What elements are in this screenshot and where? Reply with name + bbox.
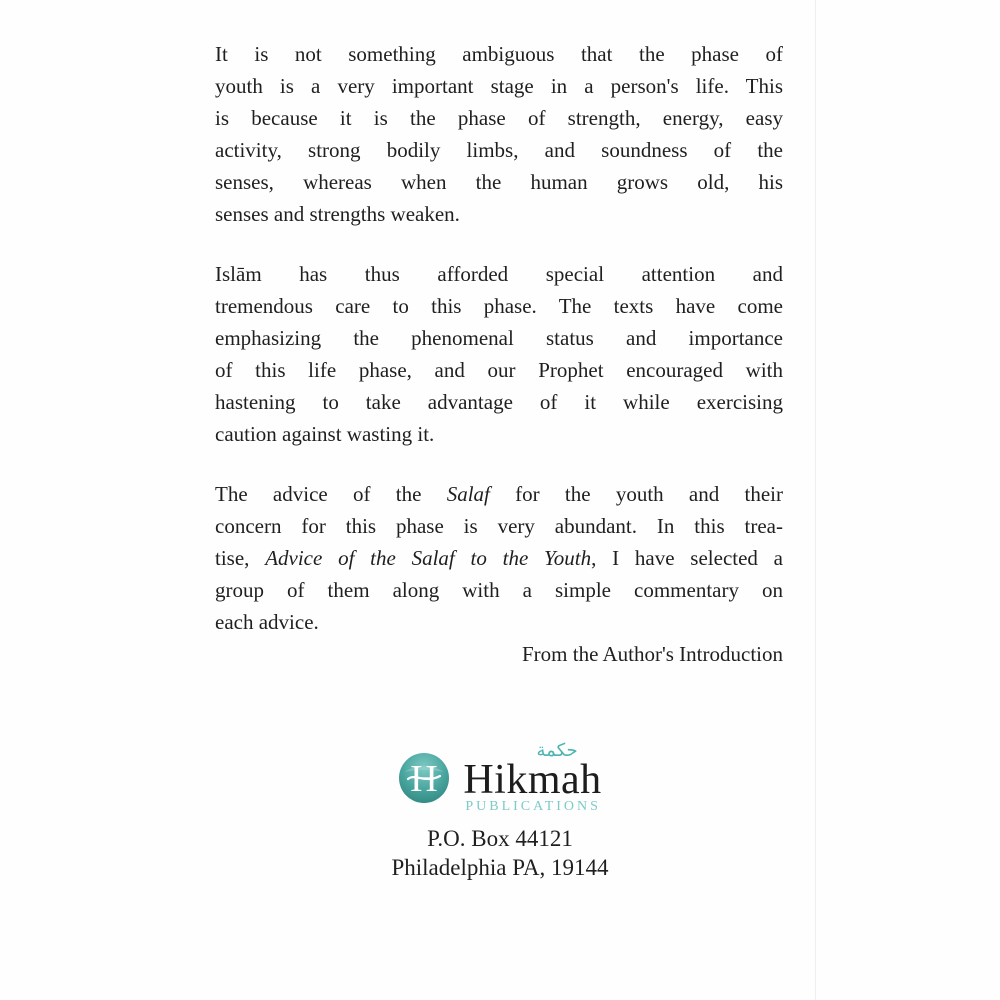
excerpt-text [215, 38, 783, 698]
text-line: senses and strengths weaken. [215, 202, 460, 226]
text-line: is because it is the phase of strength, energy, easy [215, 106, 783, 130]
text-line: It is not something ambiguous that the phase of [215, 42, 783, 66]
text-line: concern for this phase is very abundant. In this trea- [215, 514, 783, 538]
text-line: senses, whereas when the human grows old, his [215, 170, 783, 194]
attribution-line: From the Author's Introduction [521, 642, 783, 666]
paragraph-1 [215, 38, 783, 230]
text-line: tremendous care to this phase. The texts have come [215, 294, 783, 318]
publisher-wordmark [463, 741, 601, 815]
address-line-2: Philadelphia PA, 19144 [391, 855, 609, 880]
text-line: caution against wasting it. [215, 422, 435, 446]
logo-monogram-circle [398, 752, 450, 804]
publisher-address [0, 824, 1000, 882]
text-line: activity, strong bodily limbs, and soundness of the [215, 138, 783, 162]
text-line: group of them along with a simple commentary on [215, 578, 783, 602]
text-line: Islām has thus afforded special attention and [215, 262, 783, 286]
publisher-logo [0, 740, 1000, 814]
address-line-1: P.O. Box 44121 [427, 826, 573, 851]
text-line: of this life phase, and our Prophet encouraged with [215, 358, 783, 382]
publisher-name: Hikmah [463, 757, 602, 803]
text-line: each advice. [215, 610, 319, 634]
text-line: youth is a very important stage in a person's life. This [215, 74, 783, 98]
h-monogram: H [410, 758, 439, 800]
text-line: emphasizing the phenomenal status and importance [215, 326, 783, 350]
publisher-subtitle: PUBLICATIONS [465, 799, 601, 814]
text-line: hastening to take advantage of it while exercising [215, 390, 783, 414]
paragraph-3 [215, 478, 783, 670]
text-line: The advice of the Salaf for the youth and their [215, 482, 784, 506]
text-line: tise, Advice of the Salaf to the Youth, I have selected a [215, 546, 784, 570]
paragraph-2 [215, 258, 783, 450]
logo-arabic-text: حكمة [536, 740, 578, 761]
